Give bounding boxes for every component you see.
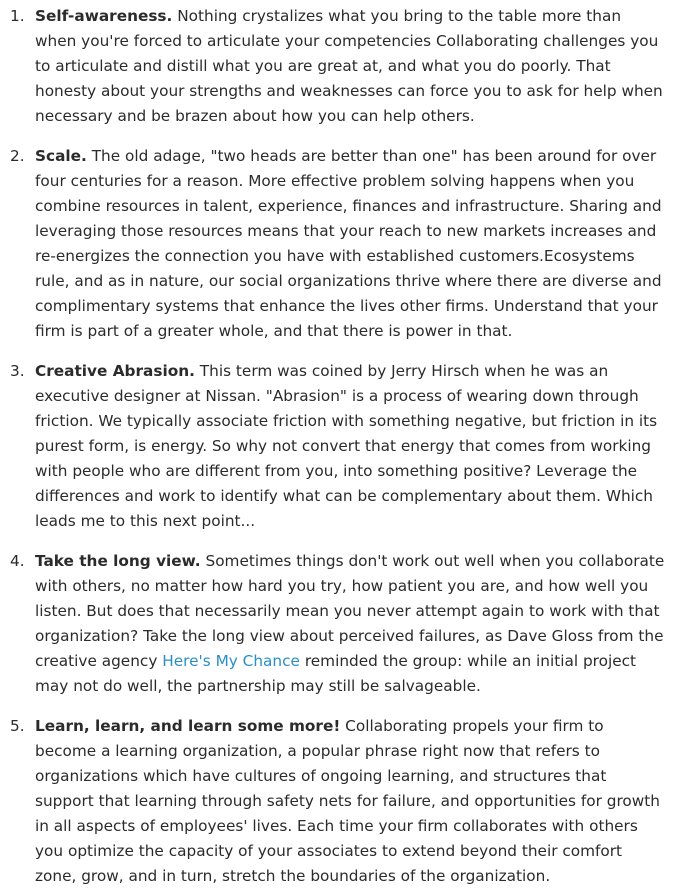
item-title: Creative Abrasion. bbox=[35, 362, 195, 380]
item-body: Nothing crystalizes what you bring to the table more than when you're forced to articulate your competencies Collaborating challenges you to articulate and distill what you are great at, and what you do poorly. That honesty about your strengths and weaknesses can force you to ask for help when necessary and be brazen about how you can help others. bbox=[35, 7, 663, 125]
list-item-creative-abrasion bbox=[10, 359, 665, 534]
list-item-long-view bbox=[10, 549, 665, 699]
item-title: Learn, learn, and learn some more! bbox=[35, 717, 341, 735]
item-body: Collaborating propels your firm to become a learning organization, a popular phrase right now that refers to organizations which have cultures of ongoing learning, and structures that support that learning through safety nets for failure, and opportunities for growth in all aspects of employees' lives. Each time your firm collaborates with others you optimize the capacity of your associates to extend beyond their comfort zone, grow, and in turn, stretch the boundaries of the organization. bbox=[35, 717, 660, 885]
list-item-scale bbox=[10, 144, 665, 344]
list-item-self-awareness bbox=[10, 4, 665, 129]
list-number: 3. bbox=[10, 362, 25, 380]
list-number: 4. bbox=[10, 552, 25, 570]
item-title: Scale. bbox=[35, 147, 87, 165]
list-number: 2. bbox=[10, 147, 25, 165]
item-title: Take the long view. bbox=[35, 552, 201, 570]
item-body-before-link: Sometimes things don't work out well when you collaborate with others, no matter how hard you try, how patient you are, and how well you listen. But does that necessarily mean you never attempt again to work with that organization? Take the long view about perceived failures, as Dave Gloss from the creative agency bbox=[35, 552, 665, 670]
item-body-after-link: reminded the group: while an initial project may not do well, the partnership may still be salvageable. bbox=[35, 652, 637, 695]
list-number: 1. bbox=[10, 7, 25, 25]
item-body: The old adage, "two heads are better than one" has been around for over four centuries for a reason. More effective problem solving happens when you combine resources in talent, experience, finances and infrastructure. Sharing and leveraging those resources means that your reach to new markets increases and re-energizes the connection you have with established customers.Ecosystems rule, and as in nature, our social organizations thrive where there are diverse and complimentary systems that enhance the lives other firms. Understand that your firm is part of a greater whole, and that there is power in that. bbox=[35, 147, 662, 340]
list-number: 5. bbox=[10, 717, 25, 735]
item-title: Self-awareness. bbox=[35, 7, 173, 25]
list-item-learn bbox=[10, 714, 665, 889]
heres-my-chance-link[interactable]: Here's My Chance bbox=[162, 652, 300, 670]
item-body: This term was coined by Jerry Hirsch when he was an executive designer at Nissan. "Abrasion" is a process of wearing down through friction. We typically associate friction with something negative, but friction in its purest form, is energy. So why not convert that energy that comes from working with people who are different from you, into something positive? Leverage the differences and work to identify what can be complementary about them. Which leads me to this next point... bbox=[35, 362, 658, 530]
